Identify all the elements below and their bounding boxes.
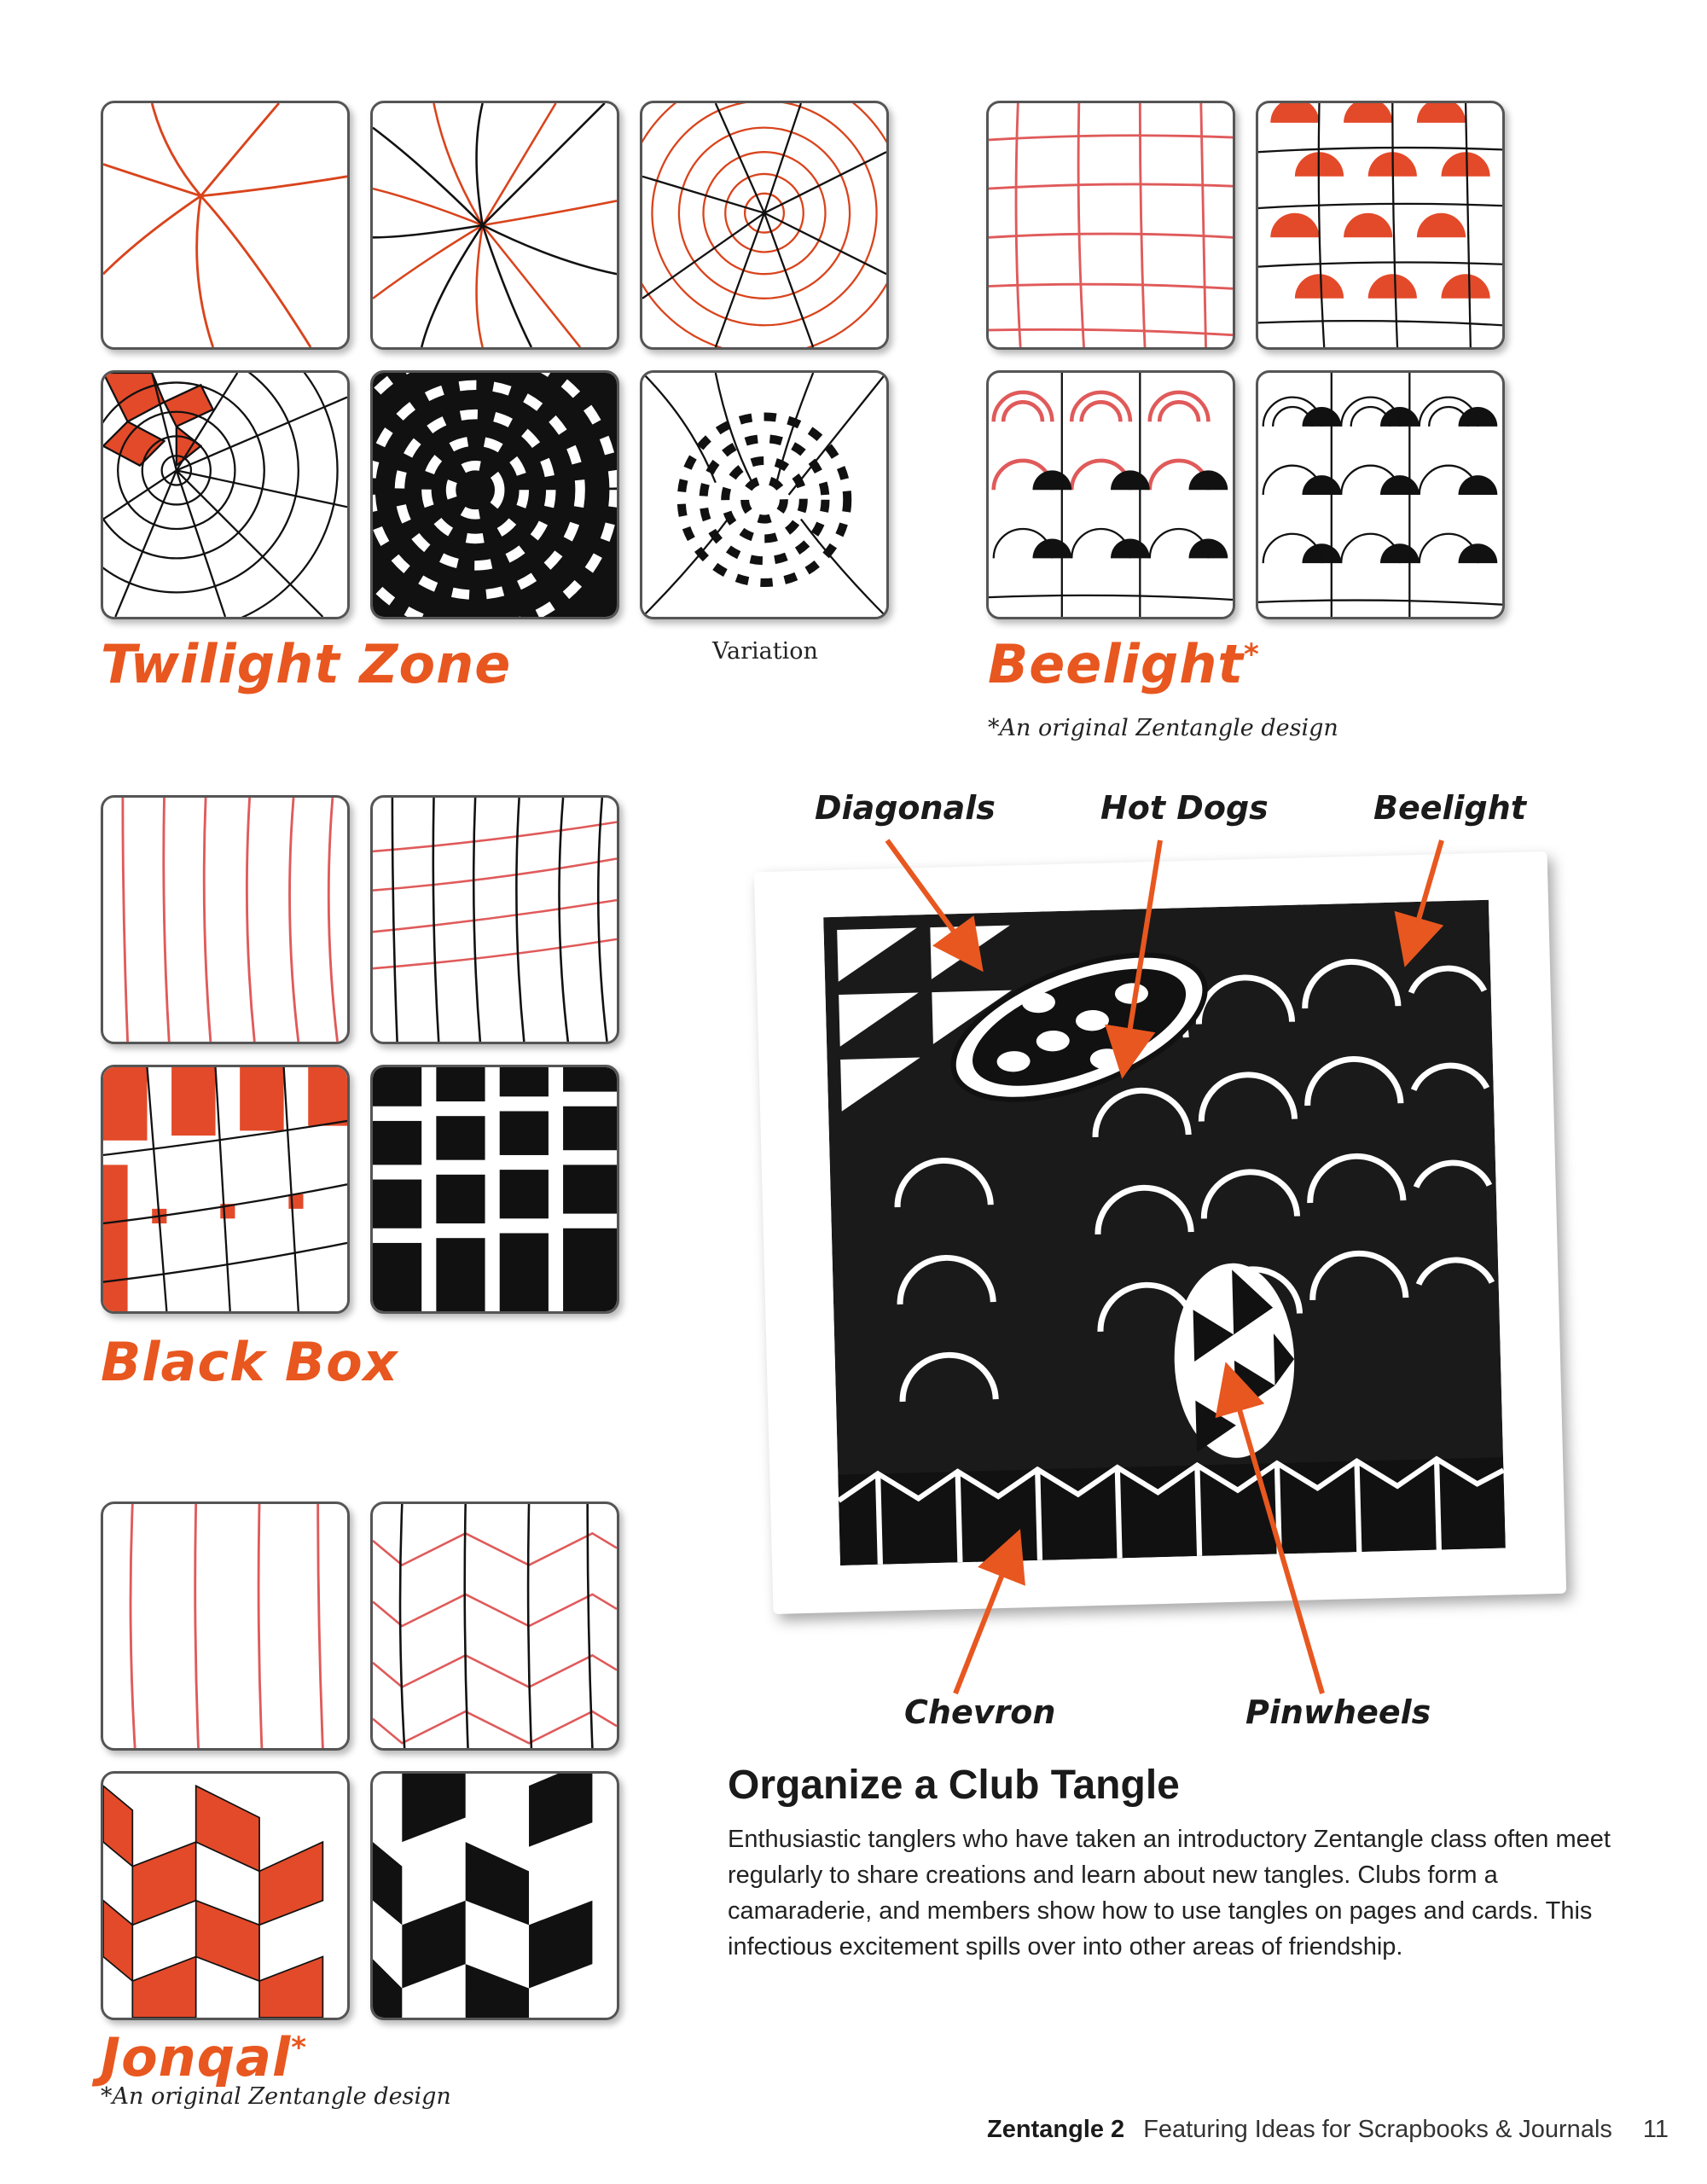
arrow-pinwheels	[1233, 1386, 1322, 1693]
twilight-zone-title: Twilight Zone	[101, 633, 512, 695]
arrow-hot-dogs	[1126, 840, 1160, 1054]
arrow-diagonals	[887, 840, 968, 951]
callout-diagonals: Diagonals	[815, 789, 996, 827]
beelight-note: *An original Zentangle design	[988, 715, 1338, 741]
footer-subtitle: Featuring Ideas for Scrapbooks & Journals	[1143, 2116, 1612, 2143]
arrow-beelight	[1412, 840, 1442, 943]
black-box-title: Black Box	[101, 1331, 398, 1393]
callout-pinwheels: Pinwheels	[1245, 1693, 1431, 1731]
beelight-mark: *	[1244, 637, 1260, 672]
article-heading: Organize a Club Tangle	[728, 1763, 1180, 1808]
jonqal-note: *An original Zentangle design	[101, 2083, 451, 2110]
jonqal-title-text: Jonqal	[101, 2026, 292, 2088]
callout-hot-dogs: Hot Dogs	[1100, 789, 1269, 827]
beelight-title-text: Beelight	[988, 633, 1245, 695]
page-number: 11	[1642, 2116, 1669, 2143]
footer-book-title: Zentangle 2	[987, 2116, 1125, 2143]
article-body: Enthusiastic tanglers who have taken an introductory Zentangle class often meet regularly to share creations and learn about new tangles. Clubs form a camaraderie, and members show how to use tangles on pages and cards. This infectious excitement spills over into other areas of friendship.	[728, 1826, 1611, 1960]
arrow-chevron	[955, 1553, 1011, 1693]
callout-beelight: Beelight	[1373, 789, 1526, 827]
jonqal-mark: *	[291, 2030, 308, 2065]
variation-label: Variation	[712, 638, 818, 665]
page-footer	[987, 2116, 1669, 2144]
callout-chevron: Chevron	[904, 1693, 1056, 1731]
